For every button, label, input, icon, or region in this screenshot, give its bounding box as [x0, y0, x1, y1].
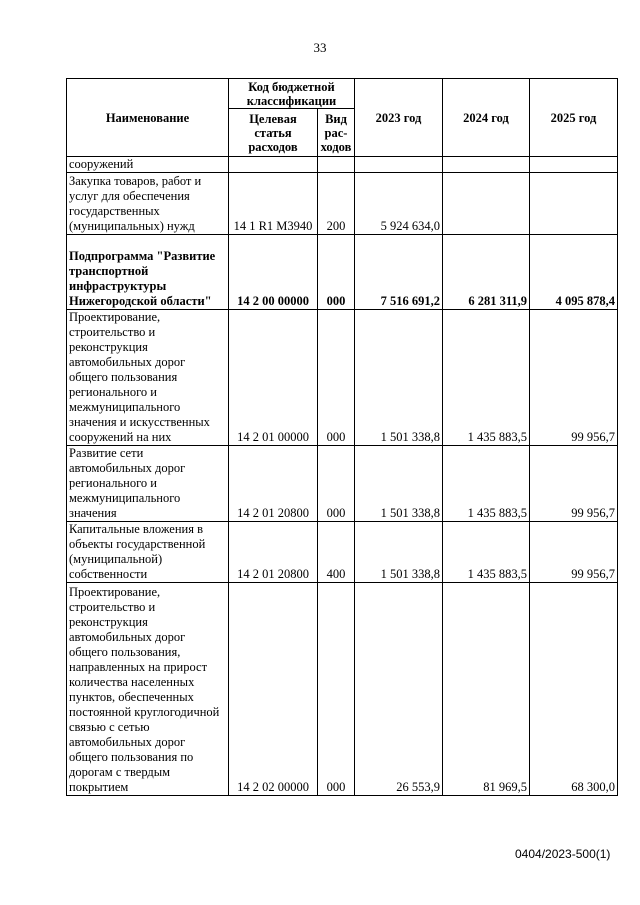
table-row	[67, 446, 618, 522]
table-body	[67, 157, 618, 796]
header-target-item: Целевая статья расходов	[229, 109, 318, 157]
row-name: Подпрограмма "Развитие транспортной инфраструктуры Нижегородской области"	[67, 235, 229, 310]
row-value-2025: 68 300,0	[530, 583, 618, 796]
row-value-2025: 99 956,7	[530, 310, 618, 446]
row-value-2023: 1 501 338,8	[355, 310, 443, 446]
row-value-2025	[530, 157, 618, 173]
row-name: Закупка товаров, работ и услуг для обеспечения государственных (муниципальных) нужд	[67, 173, 229, 235]
row-value-2023	[355, 157, 443, 173]
row-value-2024	[443, 157, 530, 173]
row-name: Развитие сети автомобильных дорог регионального и межмуниципального значения	[67, 446, 229, 522]
row-value-2023: 1 501 338,8	[355, 522, 443, 583]
table-row	[67, 583, 618, 796]
table-row	[67, 157, 618, 173]
table-row	[67, 173, 618, 235]
row-value-2024: 1 435 883,5	[443, 446, 530, 522]
row-value-2024: 6 281 311,9	[443, 235, 530, 310]
row-name: Капитальные вложения в объекты государственной (муниципальной) собственности	[67, 522, 229, 583]
table-row	[67, 310, 618, 446]
row-expense-type: 200	[318, 173, 355, 235]
row-target-item: 14 2 01 20800	[229, 446, 318, 522]
header-year-2024: 2024 год	[443, 79, 530, 157]
header-kbk-group: Код бюджетной классификации	[229, 79, 355, 109]
row-value-2024: 1 435 883,5	[443, 522, 530, 583]
row-expense-type: 000	[318, 446, 355, 522]
table-row	[67, 522, 618, 583]
page-number: 33	[313, 40, 327, 55]
row-value-2023: 26 553,9	[355, 583, 443, 796]
row-target-item: 14 2 01 00000	[229, 310, 318, 446]
row-value-2023: 1 501 338,8	[355, 446, 443, 522]
row-name: Проектирование, строительство и реконструкция автомобильных дорог общего пользования, направленных на прирост количества населенных пунктов, обеспеченных постоянной круглогодичной связью с сетью автомобильных дорог общего пользования по дорогам с твердым покрытием	[67, 583, 229, 796]
row-target-item	[229, 157, 318, 173]
row-expense-type: 000	[318, 310, 355, 446]
document-code: 0404/2023-500(1)	[515, 847, 611, 861]
row-value-2025: 99 956,7	[530, 522, 618, 583]
row-target-item: 14 2 02 00000	[229, 583, 318, 796]
header-name: Наименование	[67, 79, 229, 157]
header-year-2023: 2023 год	[355, 79, 443, 157]
header-expense-type: Вид рас-ходов	[318, 109, 355, 157]
row-value-2024: 81 969,5	[443, 583, 530, 796]
table-row	[67, 235, 618, 310]
row-expense-type	[318, 157, 355, 173]
row-value-2023: 5 924 634,0	[355, 173, 443, 235]
row-value-2025	[530, 173, 618, 235]
row-value-2024	[443, 173, 530, 235]
row-target-item: 14 2 01 20800	[229, 522, 318, 583]
budget-table	[66, 78, 618, 796]
row-expense-type: 000	[318, 235, 355, 310]
row-expense-type: 400	[318, 522, 355, 583]
row-name: Проектирование, строительство и реконструкция автомобильных дорог общего пользования регионального и межмуниципального значения и искусственных сооружений на них	[67, 310, 229, 446]
header-year-2025: 2025 год	[530, 79, 618, 157]
row-value-2025: 4 095 878,4	[530, 235, 618, 310]
row-target-item: 14 2 00 00000	[229, 235, 318, 310]
row-value-2025: 99 956,7	[530, 446, 618, 522]
row-value-2024: 1 435 883,5	[443, 310, 530, 446]
row-name: сооружений	[67, 157, 229, 173]
row-expense-type: 000	[318, 583, 355, 796]
row-value-2023: 7 516 691,2	[355, 235, 443, 310]
row-target-item: 14 1 R1 M3940	[229, 173, 318, 235]
